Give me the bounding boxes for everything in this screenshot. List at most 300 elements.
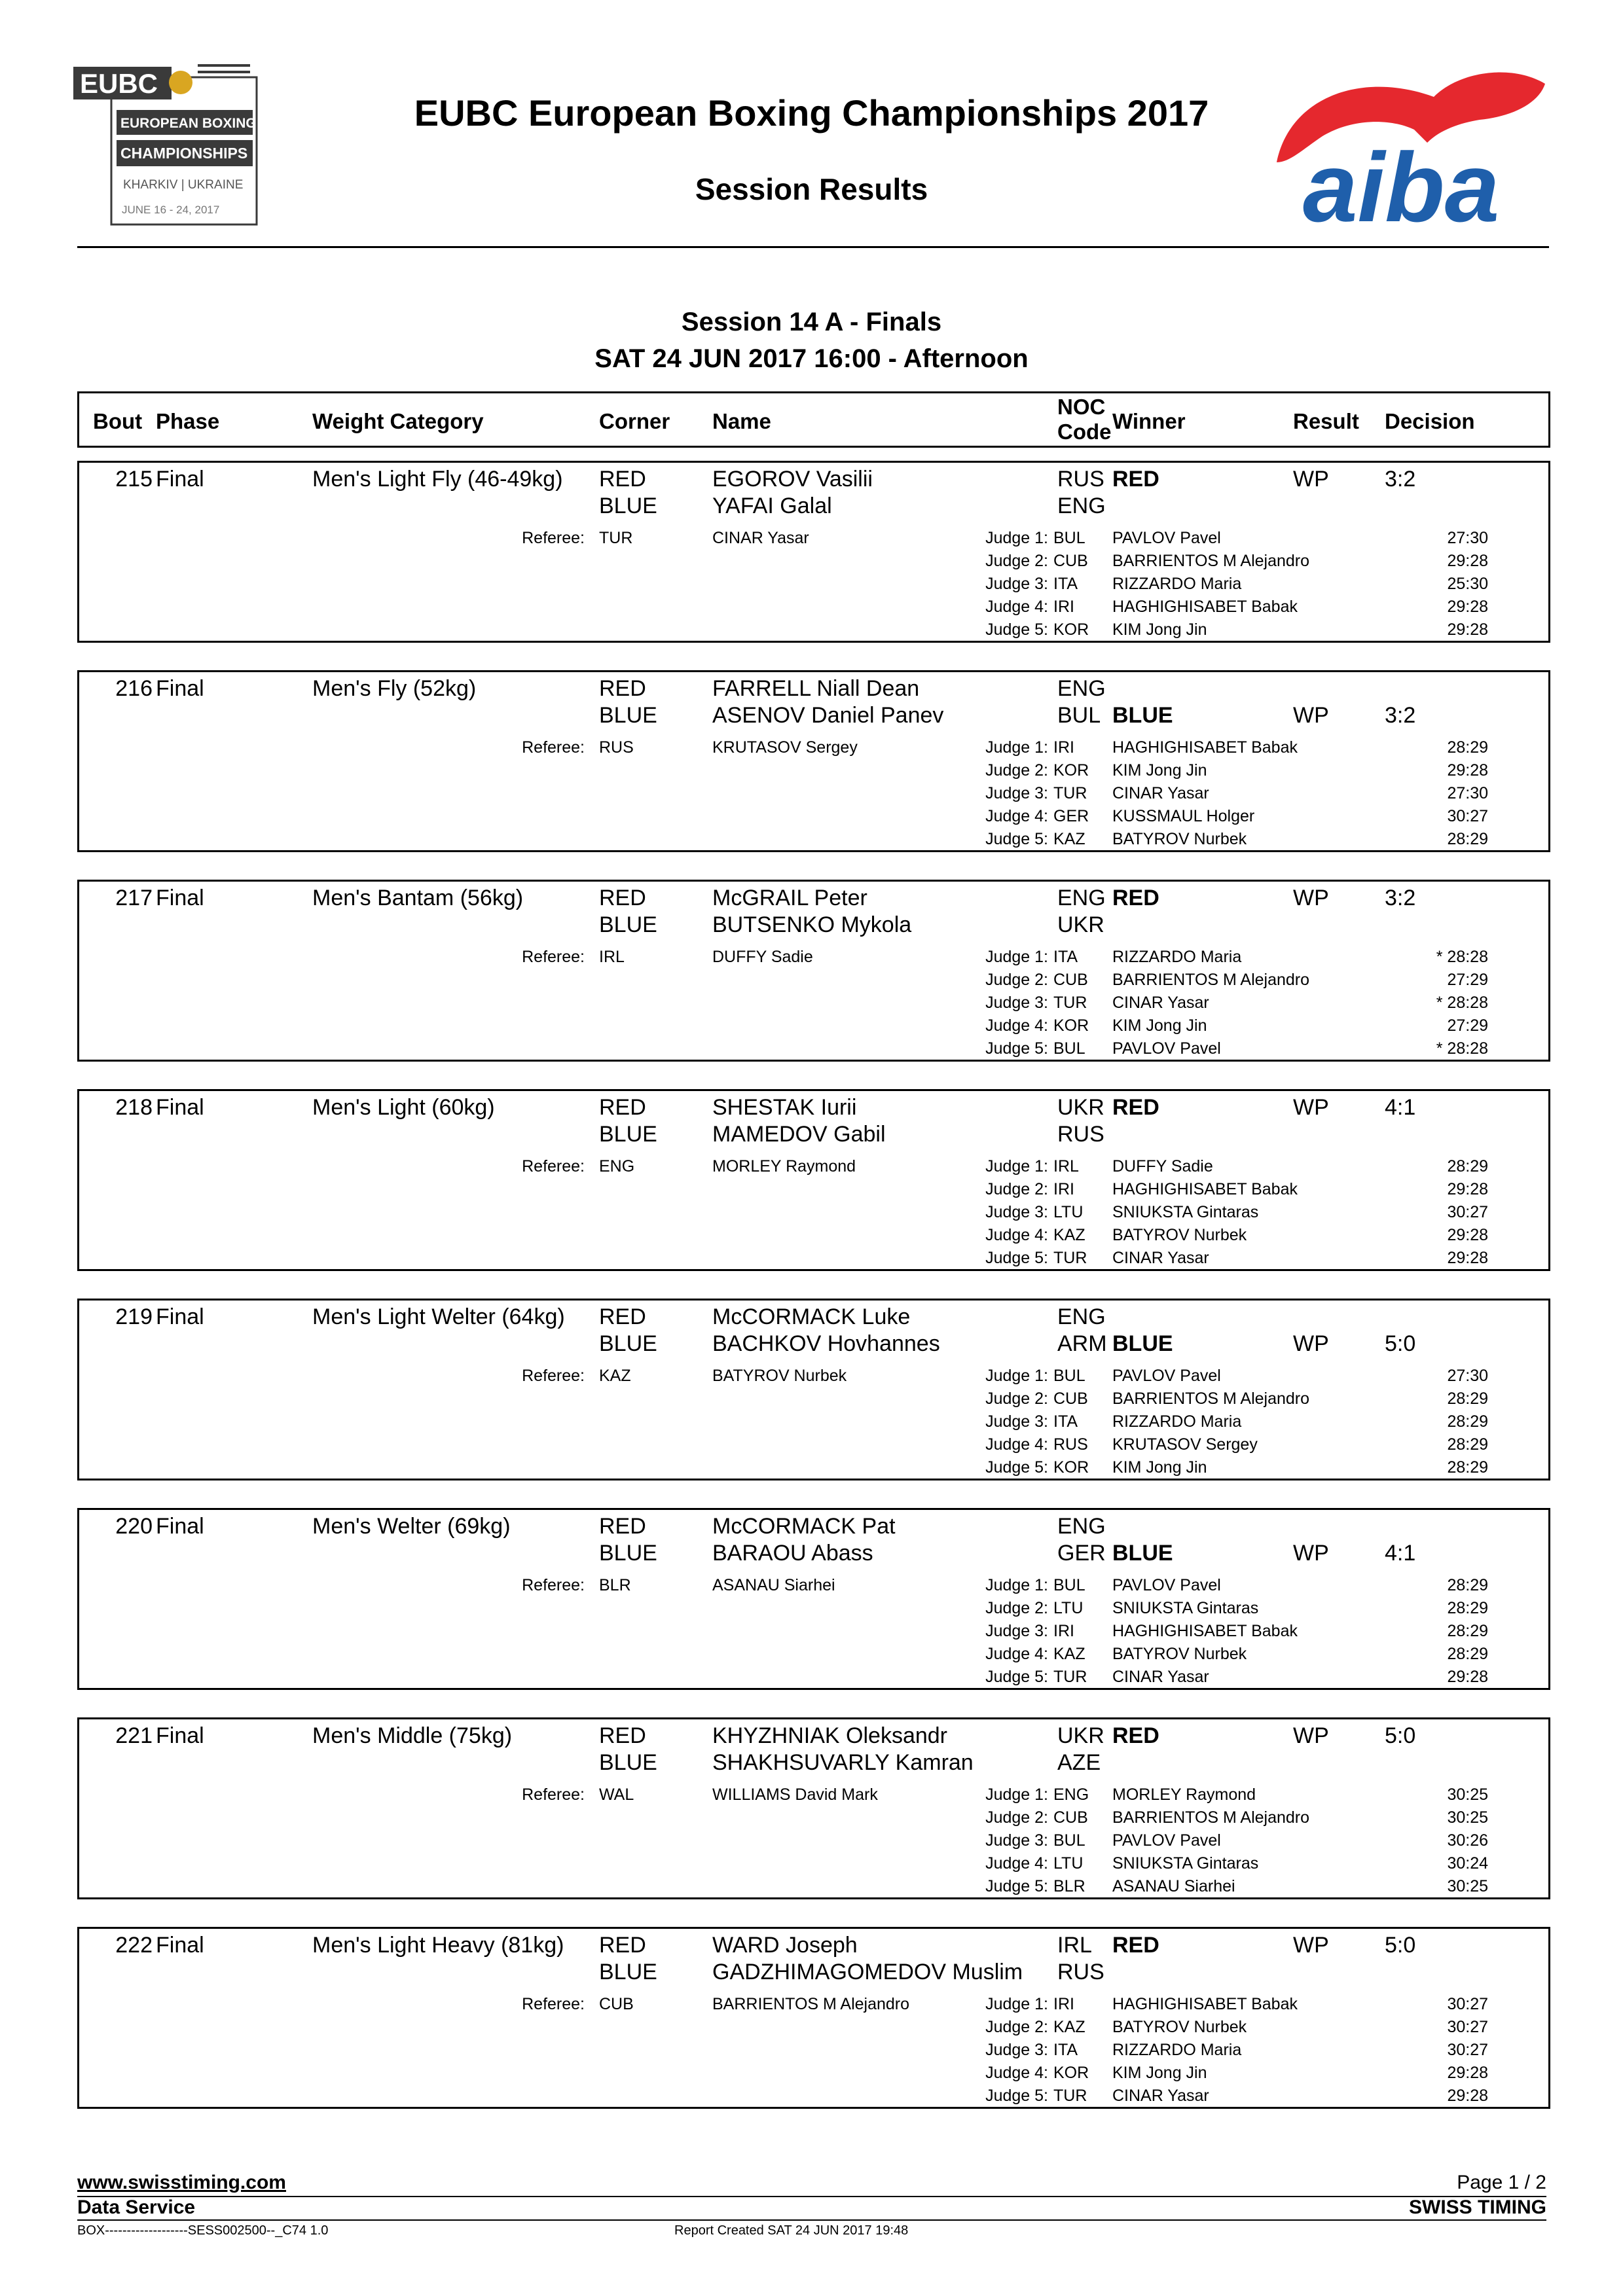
judge-score: * 28:28 — [1436, 948, 1488, 966]
judge-name: PAVLOV Pavel — [1112, 1367, 1221, 1385]
judge-label: Judge 1: — [985, 1157, 1048, 1175]
judge-noc: IRL — [1053, 1157, 1079, 1175]
judge-score: 29:28 — [1447, 1668, 1488, 1686]
bout-number: 218 — [115, 1095, 153, 1120]
judge-name: CINAR Yasar — [1112, 2087, 1209, 2105]
red-noc-code: ENG — [1057, 676, 1106, 701]
judge-name: BARRIENTOS M Alejandro — [1112, 1808, 1310, 1827]
referee-label: Referee: — [522, 738, 585, 757]
judge-label: Judge 3: — [985, 994, 1048, 1012]
svg-text:JUNE 16 - 24, 2017: JUNE 16 - 24, 2017 — [122, 204, 220, 216]
result-type: WP — [1293, 1095, 1329, 1120]
judge-noc: CUB — [1053, 1390, 1088, 1408]
judge-noc: BUL — [1053, 529, 1085, 547]
judge-score: 27:30 — [1447, 529, 1488, 547]
judge-score: 30:27 — [1447, 1995, 1488, 2013]
judge-label: Judge 2: — [985, 1808, 1048, 1827]
svg-text:EUROPEAN BOXING: EUROPEAN BOXING — [120, 116, 257, 131]
blue-boxer-name: GADZHIMAGOMEDOV Muslim — [712, 1960, 1023, 1984]
svg-text:KHARKIV | UKRAINE: KHARKIV | UKRAINE — [123, 178, 244, 192]
decision-score: 5:0 — [1385, 1933, 1416, 1958]
judge-noc: ITA — [1053, 948, 1078, 966]
judge-score: 29:28 — [1447, 1180, 1488, 1198]
judge-label: Judge 1: — [985, 529, 1048, 547]
weight-category: Men's Light Heavy (81kg) — [312, 1933, 564, 1958]
judge-label: Judge 2: — [985, 1390, 1048, 1408]
judge-name: KRUTASOV Sergey — [1112, 1435, 1258, 1454]
judge-label: Judge 3: — [985, 1622, 1048, 1640]
judge-label: Judge 4: — [985, 1016, 1048, 1035]
result-type: WP — [1293, 1331, 1329, 1356]
session-title: Session 14 A - Finals — [681, 308, 942, 336]
judge-label: Judge 3: — [985, 1412, 1048, 1431]
bout-phase: Final — [156, 1095, 204, 1120]
judge-name: BARRIENTOS M Alejandro — [1112, 1390, 1310, 1408]
judge-score: 28:29 — [1447, 1435, 1488, 1454]
blue-boxer-name: ASENOV Daniel Panev — [712, 703, 944, 728]
judge-label: Judge 4: — [985, 2064, 1048, 2082]
judge-label: Judge 4: — [985, 1854, 1048, 1873]
footer-data-service: Data Service — [77, 2197, 196, 2218]
col-decision: Decision — [1385, 409, 1475, 433]
bout-row — [77, 1508, 1550, 1690]
decision-score: 5:0 — [1385, 1723, 1416, 1748]
judge-score: 28:29 — [1447, 1458, 1488, 1477]
blue-corner-label: BLUE — [599, 1122, 657, 1147]
judge-name: BARRIENTOS M Alejandro — [1112, 971, 1310, 989]
judge-name: MORLEY Raymond — [1112, 1785, 1256, 1804]
judge-score: 30:24 — [1447, 1854, 1488, 1873]
winner-corner: RED — [1112, 467, 1159, 492]
judge-name: BARRIENTOS M Alejandro — [1112, 552, 1310, 570]
judge-noc: CUB — [1053, 971, 1088, 989]
red-noc-code: UKR — [1057, 1095, 1104, 1120]
bout-phase: Final — [156, 1723, 204, 1748]
referee-label: Referee: — [522, 529, 585, 547]
bout-number: 220 — [115, 1514, 153, 1539]
eubc-logo-emblem — [169, 71, 192, 94]
footer-divider-2 — [77, 2219, 1546, 2221]
result-type: WP — [1293, 703, 1329, 728]
weight-category: Men's Light (60kg) — [312, 1095, 495, 1120]
judge-noc: LTU — [1053, 1599, 1084, 1617]
bout-row — [77, 461, 1550, 643]
judge-noc: BUL — [1053, 1039, 1085, 1058]
blue-corner-label: BLUE — [599, 493, 657, 518]
result-type: WP — [1293, 467, 1329, 492]
judge-noc: IRI — [1053, 1180, 1074, 1198]
blue-boxer-name: BUTSENKO Mykola — [712, 912, 912, 937]
winner-corner: RED — [1112, 1933, 1159, 1958]
judge-label: Judge 5: — [985, 830, 1048, 848]
referee-label: Referee: — [522, 1367, 585, 1385]
bout-number: 221 — [115, 1723, 153, 1748]
referee-name: DUFFY Sadie — [712, 948, 813, 966]
judge-name: KIM Jong Jin — [1112, 1458, 1207, 1477]
judge-label: Judge 5: — [985, 1877, 1048, 1895]
judge-name: DUFFY Sadie — [1112, 1157, 1213, 1175]
session-date: SAT 24 JUN 2017 16:00 - Afternoon — [594, 344, 1029, 373]
result-type: WP — [1293, 1933, 1329, 1958]
judge-label: Judge 5: — [985, 2087, 1048, 2105]
judge-noc: TUR — [1053, 1668, 1087, 1686]
blue-corner-label: BLUE — [599, 1750, 657, 1775]
svg-text:CHAMPIONSHIPS: CHAMPIONSHIPS — [120, 145, 248, 162]
decision-score: 5:0 — [1385, 1331, 1416, 1356]
blue-boxer-name: SHAKHSUVARLY Kamran — [712, 1750, 974, 1775]
judge-noc: KAZ — [1053, 1645, 1085, 1663]
judge-label: Judge 5: — [985, 1458, 1048, 1477]
judge-name: BATYROV Nurbek — [1112, 1645, 1247, 1663]
judge-noc: ITA — [1053, 1412, 1078, 1431]
referee-label: Referee: — [522, 1785, 585, 1804]
judge-score: 25:30 — [1447, 575, 1488, 593]
weight-category: Men's Light Welter (64kg) — [312, 1304, 565, 1329]
referee-noc: CUB — [599, 1995, 634, 2013]
judge-score: 28:29 — [1447, 830, 1488, 848]
blue-noc-code: GER — [1057, 1541, 1106, 1566]
judge-score: 28:29 — [1447, 1645, 1488, 1663]
judge-score: 30:27 — [1447, 2041, 1488, 2059]
judge-name: PAVLOV Pavel — [1112, 1831, 1221, 1850]
judge-name: KIM Jong Jin — [1112, 1016, 1207, 1035]
red-corner-label: RED — [599, 1304, 646, 1329]
blue-noc-code: RUS — [1057, 1122, 1104, 1147]
winner-corner: BLUE — [1112, 703, 1173, 728]
page-title: EUBC European Boxing Championships 2017 — [414, 92, 1209, 134]
bout-number: 222 — [115, 1933, 153, 1958]
footer-brand: SWISS TIMING — [1409, 2197, 1546, 2218]
blue-noc-code: RUS — [1057, 1960, 1104, 1984]
judge-noc: RUS — [1053, 1435, 1088, 1454]
bout-row — [77, 1299, 1550, 1480]
result-type: WP — [1293, 886, 1329, 910]
judge-name: BATYROV Nurbek — [1112, 2018, 1247, 2036]
judge-name: RIZZARDO Maria — [1112, 575, 1242, 593]
red-corner-label: RED — [599, 467, 646, 492]
red-boxer-name: WARD Joseph — [712, 1933, 858, 1958]
blue-corner-label: BLUE — [599, 703, 657, 728]
judge-score: 28:29 — [1447, 1599, 1488, 1617]
winner-corner: RED — [1112, 1095, 1159, 1120]
decision-score: 3:2 — [1385, 886, 1416, 910]
judge-score: 29:28 — [1447, 598, 1488, 616]
judge-noc: LTU — [1053, 1203, 1084, 1221]
judge-label: Judge 1: — [985, 1785, 1048, 1804]
judge-name: PAVLOV Pavel — [1112, 529, 1221, 547]
blue-boxer-name: BARAOU Abass — [712, 1541, 873, 1566]
blue-noc-code: UKR — [1057, 912, 1104, 937]
bout-row — [77, 1089, 1550, 1271]
bout-phase: Final — [156, 886, 204, 910]
judge-label: Judge 5: — [985, 1039, 1048, 1058]
judge-noc: KAZ — [1053, 1226, 1085, 1244]
red-corner-label: RED — [599, 676, 646, 701]
weight-category: Men's Bantam (56kg) — [312, 886, 524, 910]
referee-label: Referee: — [522, 1576, 585, 1594]
judge-label: Judge 2: — [985, 761, 1048, 780]
judge-score: 29:28 — [1447, 1249, 1488, 1267]
red-noc-code: ENG — [1057, 1304, 1106, 1329]
judge-noc: IRI — [1053, 598, 1074, 616]
judge-label: Judge 2: — [985, 1599, 1048, 1617]
judge-noc: IRI — [1053, 738, 1074, 757]
judge-noc: LTU — [1053, 1854, 1084, 1873]
judge-name: CINAR Yasar — [1112, 994, 1209, 1012]
bout-phase: Final — [156, 1514, 204, 1539]
judge-label: Judge 1: — [985, 1576, 1048, 1594]
judge-name: HAGHIGHISABET Babak — [1112, 1995, 1298, 2013]
judge-noc: IRI — [1053, 1622, 1074, 1640]
judge-label: Judge 5: — [985, 1249, 1048, 1267]
referee-label: Referee: — [522, 1995, 585, 2013]
judge-label: Judge 2: — [985, 971, 1048, 989]
judge-label: Judge 4: — [985, 1645, 1048, 1663]
result-type: WP — [1293, 1541, 1329, 1566]
col-weight: Weight Category — [312, 409, 484, 433]
judge-noc: CUB — [1053, 1808, 1088, 1827]
judge-score: 29:28 — [1447, 552, 1488, 570]
col-result: Result — [1293, 409, 1359, 433]
page-number: Page 1 / 2 — [1457, 2172, 1546, 2193]
judge-noc: TUR — [1053, 994, 1087, 1012]
footer-url[interactable]: www.swisstiming.com — [77, 2172, 286, 2193]
aiba-logo-word: aiba — [1303, 132, 1500, 228]
bout-row — [77, 670, 1550, 852]
blue-corner-label: BLUE — [599, 912, 657, 937]
judge-name: RIZZARDO Maria — [1112, 1412, 1242, 1431]
judge-label: Judge 4: — [985, 1226, 1048, 1244]
judge-noc: TUR — [1053, 1249, 1087, 1267]
judge-score: 28:29 — [1447, 1157, 1488, 1175]
judge-score: 30:27 — [1447, 2018, 1488, 2036]
decision-score: 4:1 — [1385, 1541, 1416, 1566]
weight-category: Men's Welter (69kg) — [312, 1514, 511, 1539]
judge-score: 28:29 — [1447, 1622, 1488, 1640]
judge-score: 29:28 — [1447, 620, 1488, 639]
red-noc-code: ENG — [1057, 1514, 1106, 1539]
judge-name: PAVLOV Pavel — [1112, 1039, 1221, 1058]
blue-noc-code: AZE — [1057, 1750, 1101, 1775]
judge-score: 30:27 — [1447, 1203, 1488, 1221]
judge-name: KIM Jong Jin — [1112, 761, 1207, 780]
judge-label: Judge 5: — [985, 1668, 1048, 1686]
red-corner-label: RED — [599, 1723, 646, 1748]
blue-boxer-name: MAMEDOV Gabil — [712, 1122, 886, 1147]
blue-boxer-name: BACHKOV Hovhannes — [712, 1331, 940, 1356]
bout-number: 219 — [115, 1304, 153, 1329]
judge-score: 29:28 — [1447, 2087, 1488, 2105]
bout-number: 217 — [115, 886, 153, 910]
red-noc-code: RUS — [1057, 467, 1104, 492]
blue-noc-code: ENG — [1057, 493, 1106, 518]
judge-label: Judge 3: — [985, 784, 1048, 802]
judge-score: 30:25 — [1447, 1785, 1488, 1804]
judge-noc: TUR — [1053, 784, 1087, 802]
header-divider — [77, 246, 1549, 248]
judge-label: Judge 2: — [985, 2018, 1048, 2036]
judge-label: Judge 3: — [985, 1203, 1048, 1221]
judge-name: HAGHIGHISABET Babak — [1112, 598, 1298, 616]
judge-name: SNIUKSTA Gintaras — [1112, 1203, 1259, 1221]
judge-name: CINAR Yasar — [1112, 784, 1209, 802]
judge-label: Judge 4: — [985, 807, 1048, 825]
decision-score: 4:1 — [1385, 1095, 1416, 1120]
judge-name: KIM Jong Jin — [1112, 620, 1207, 639]
judge-label: Judge 4: — [985, 598, 1048, 616]
judge-noc: BUL — [1053, 1576, 1085, 1594]
col-corner: Corner — [599, 409, 670, 433]
referee-noc: KAZ — [599, 1367, 631, 1385]
judge-label: Judge 1: — [985, 948, 1048, 966]
referee-label: Referee: — [522, 1157, 585, 1175]
judge-name: PAVLOV Pavel — [1112, 1576, 1221, 1594]
weight-category: Men's Light Fly (46-49kg) — [312, 467, 563, 492]
judge-name: HAGHIGHISABET Babak — [1112, 1622, 1298, 1640]
col-noc: NOC Code — [1057, 395, 1112, 444]
bout-phase: Final — [156, 1933, 204, 1958]
decision-score: 3:2 — [1385, 467, 1416, 492]
judge-score: 27:29 — [1447, 1016, 1488, 1035]
referee-name: CINAR Yasar — [712, 529, 809, 547]
judge-noc: KOR — [1053, 761, 1089, 780]
judge-score: 28:29 — [1447, 1412, 1488, 1431]
judge-label: Judge 5: — [985, 620, 1048, 639]
weight-category: Men's Fly (52kg) — [312, 676, 477, 701]
red-noc-code: IRL — [1057, 1933, 1092, 1958]
bout-row — [77, 1717, 1550, 1899]
judge-name: HAGHIGHISABET Babak — [1112, 1180, 1298, 1198]
red-corner-label: RED — [599, 886, 646, 910]
bout-number: 216 — [115, 676, 153, 701]
judge-name: SNIUKSTA Gintaras — [1112, 1599, 1259, 1617]
footer-report-created: Report Created SAT 24 JUN 2017 19:48 — [674, 2223, 909, 2238]
judge-label: Judge 2: — [985, 552, 1048, 570]
judge-noc: ENG — [1053, 1785, 1089, 1804]
judge-name: KIM Jong Jin — [1112, 2064, 1207, 2082]
judge-noc: KOR — [1053, 620, 1089, 639]
red-boxer-name: KHYZHNIAK Oleksandr — [712, 1723, 947, 1748]
judge-label: Judge 3: — [985, 1831, 1048, 1850]
blue-corner-label: BLUE — [599, 1331, 657, 1356]
red-boxer-name: EGOROV Vasilii — [712, 467, 873, 492]
judge-label: Judge 3: — [985, 575, 1048, 593]
judge-score: 29:28 — [1447, 2064, 1488, 2082]
referee-name: KRUTASOV Sergey — [712, 738, 858, 757]
referee-name: BATYROV Nurbek — [712, 1367, 847, 1385]
red-boxer-name: McCORMACK Luke — [712, 1304, 911, 1329]
judge-score: 28:29 — [1447, 1390, 1488, 1408]
aiba-logo — [1264, 58, 1552, 228]
judge-name: RIZZARDO Maria — [1112, 2041, 1242, 2059]
weight-category: Men's Middle (75kg) — [312, 1723, 513, 1748]
blue-noc-code: ARM — [1057, 1331, 1107, 1356]
judge-noc: KAZ — [1053, 830, 1085, 848]
judge-noc: KAZ — [1053, 2018, 1085, 2036]
referee-name: ASANAU Siarhei — [712, 1576, 835, 1594]
red-corner-label: RED — [599, 1514, 646, 1539]
bout-phase: Final — [156, 467, 204, 492]
judge-label: Judge 1: — [985, 1367, 1048, 1385]
judge-score: 27:30 — [1447, 1367, 1488, 1385]
judge-label: Judge 3: — [985, 2041, 1048, 2059]
referee-label: Referee: — [522, 948, 585, 966]
red-noc-code: UKR — [1057, 1723, 1104, 1748]
red-boxer-name: McCORMACK Pat — [712, 1514, 896, 1539]
judge-name: HAGHIGHISABET Babak — [1112, 738, 1298, 757]
referee-noc: ENG — [599, 1157, 635, 1175]
referee-noc: BLR — [599, 1576, 631, 1594]
judge-noc: ITA — [1053, 575, 1078, 593]
judge-name: SNIUKSTA Gintaras — [1112, 1854, 1259, 1873]
judge-score: 30:25 — [1447, 1808, 1488, 1827]
bout-number: 215 — [115, 467, 153, 492]
bout-row — [77, 1927, 1550, 2109]
bout-row — [77, 880, 1550, 1062]
red-corner-label: RED — [599, 1095, 646, 1120]
judge-noc: IRI — [1053, 1995, 1074, 2013]
winner-corner: RED — [1112, 1723, 1159, 1748]
judge-score: 30:25 — [1447, 1877, 1488, 1895]
eubc-logo-word: EUBC — [80, 68, 158, 99]
referee-noc: WAL — [599, 1785, 634, 1804]
winner-corner: RED — [1112, 886, 1159, 910]
judge-name: CINAR Yasar — [1112, 1249, 1209, 1267]
result-type: WP — [1293, 1723, 1329, 1748]
judge-noc: CUB — [1053, 552, 1088, 570]
judge-label: Judge 1: — [985, 1995, 1048, 2013]
referee-noc: TUR — [599, 529, 633, 547]
winner-corner: BLUE — [1112, 1331, 1173, 1356]
judge-name: KUSSMAUL Holger — [1112, 807, 1255, 825]
col-name: Name — [712, 409, 771, 433]
judge-label: Judge 1: — [985, 738, 1048, 757]
judge-score: 28:29 — [1447, 738, 1488, 757]
judge-name: RIZZARDO Maria — [1112, 948, 1242, 966]
col-winner: Winner — [1112, 409, 1186, 433]
red-boxer-name: SHESTAK Iurii — [712, 1095, 857, 1120]
judge-noc: KOR — [1053, 1458, 1089, 1477]
judge-score: 29:28 — [1447, 761, 1488, 780]
blue-corner-label: BLUE — [599, 1541, 657, 1566]
red-corner-label: RED — [599, 1933, 646, 1958]
judge-noc: BUL — [1053, 1831, 1085, 1850]
judge-score: 27:30 — [1447, 784, 1488, 802]
bout-phase: Final — [156, 676, 204, 701]
judge-name: BATYROV Nurbek — [1112, 830, 1247, 848]
blue-noc-code: BUL — [1057, 703, 1101, 728]
judge-score: 30:26 — [1447, 1831, 1488, 1850]
judge-noc: TUR — [1053, 2087, 1087, 2105]
footer-report-code: BOX-------------------SESS002500--_C74 1.0 — [77, 2223, 329, 2238]
winner-corner: BLUE — [1112, 1541, 1173, 1566]
judge-score: * 28:28 — [1436, 1039, 1488, 1058]
judge-label: Judge 2: — [985, 1180, 1048, 1198]
judge-score: 28:29 — [1447, 1576, 1488, 1594]
column-header — [77, 391, 1550, 448]
judge-score: 29:28 — [1447, 1226, 1488, 1244]
decision-score: 3:2 — [1385, 703, 1416, 728]
red-noc-code: ENG — [1057, 886, 1106, 910]
referee-noc: IRL — [599, 948, 625, 966]
blue-corner-label: BLUE — [599, 1960, 657, 1984]
col-phase: Phase — [156, 409, 220, 433]
judge-noc: BUL — [1053, 1367, 1085, 1385]
judge-name: ASANAU Siarhei — [1112, 1877, 1235, 1895]
referee-name: BARRIENTOS M Alejandro — [712, 1995, 910, 2013]
judge-noc: BLR — [1053, 1877, 1085, 1895]
col-bout: Bout — [93, 409, 143, 433]
